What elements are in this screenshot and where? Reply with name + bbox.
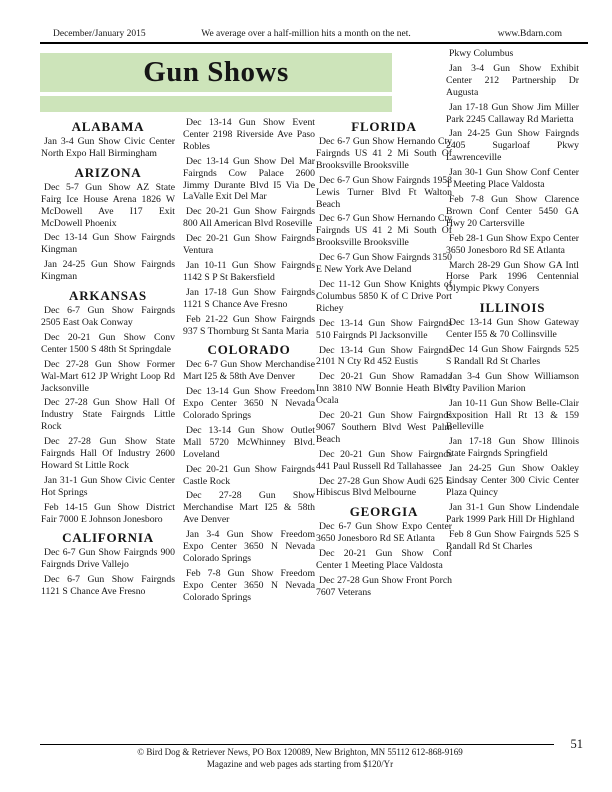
show-entry: Dec 14 Gun Show Fairgnds 525 S Randall Rd St Charles bbox=[446, 344, 579, 367]
show-entry: Dec 13-14 Gun Show Fairgnds Kingman bbox=[41, 232, 175, 256]
show-entry: Feb 8 Gun Show Fairgnds 525 S Randall Rd St Charles bbox=[446, 528, 579, 552]
state-heading: ILLINOIS bbox=[479, 300, 546, 316]
show-entry: Dec 6-7 Gun Show Fairgnds 2505 East Oak Conway bbox=[41, 305, 175, 328]
show-entry: Feb 21-22 Gun Show Fairgnds 937 S Thornburg St Santa Maria bbox=[183, 313, 315, 337]
state-heading: COLORADO bbox=[207, 342, 291, 358]
show-entry: Dec 20-21 Gun Show Fairgnds 9067 Southern Blvd West Palm Beach bbox=[316, 410, 452, 445]
show-entry: Dec 6-7 Gun Show Expo Center 3650 Jonesboro Rd SE Atlanta bbox=[316, 521, 452, 545]
footer-copyright: © Bird Dog & Retriever News, PO Box 120089, New Brighton, MN 55112 612-868-9169 bbox=[137, 747, 463, 757]
show-entry: Feb 7-8 Gun Show Clarence Brown Conf Center 5450 GA Hwy 20 Cartersville bbox=[446, 193, 579, 229]
page-number: 51 bbox=[570, 737, 583, 751]
column-4 bbox=[446, 48, 579, 556]
column-3 bbox=[316, 114, 452, 602]
footer-ads-line: Magazine and web pages ads starting from $120/Yr bbox=[206, 759, 394, 769]
show-entry: Jan 31-1 Gun Show Lindendale Park 1999 Park Hill Dr Highland bbox=[446, 501, 579, 525]
column-1 bbox=[41, 114, 175, 601]
show-entry: Jan 3-4 Gun Show Williamson Cty Pavilion Marion bbox=[446, 370, 579, 394]
show-entry: Dec 13-14 Gun Show Fairgnds 510 Fairgnds Pl Jacksonville bbox=[316, 317, 452, 341]
show-entry: Jan 3-4 Gun Show Exhibit Center 212 Partnership Dr Augusta bbox=[446, 62, 579, 98]
show-entry: Jan 17-18 Gun Show Fairgnds 1121 S Chance Ave Fresno bbox=[183, 286, 315, 310]
header-rule bbox=[40, 42, 588, 44]
show-entry: Dec 6-7 Gun Show Fairgnds 1958 Lewis Turner Blvd Ft Walton Beach bbox=[316, 174, 452, 210]
show-entry: March 28-29 Gun Show GA Intl Horse Park 1996 Centennial Olympic Pkwy Conyers bbox=[446, 259, 579, 295]
show-entry: Dec 27-28 Gun Show Merchandise Mart I25 & 58th Ave Denver bbox=[183, 490, 315, 526]
show-entry: Jan 3-4 Gun Show Freedom Expo Center 3650 N Nevada Colorado Springs bbox=[183, 529, 315, 564]
show-entry: Dec 13-14 Gun Show Outlet Mall 5720 McWhinney Blvd. Loveland bbox=[183, 424, 315, 460]
state-heading: FLORIDA bbox=[351, 119, 417, 134]
show-entry: Dec 6-7 Gun Show Fairgnds 3150 E New York Ave Deland bbox=[316, 252, 452, 276]
show-entry: Jan 24-25 Gun Show Fairgnds Kingman bbox=[41, 259, 175, 283]
footer-rule bbox=[40, 744, 554, 745]
show-entry: Jan 17-18 Gun Show Jim Miller Park 2245 Callaway Rd Marietta bbox=[446, 101, 579, 125]
show-entry: Dec 20-21 Gun Show Conf Center 1 Meeting Place Valdosta bbox=[316, 548, 452, 572]
show-entry: Dec 27-28 Gun Show Front Porch 7607 Veterans bbox=[316, 575, 452, 598]
banner-strip bbox=[40, 96, 392, 112]
show-entry: Dec 20-21 Gun Show Fairgnds Ventura bbox=[183, 233, 315, 257]
show-entry: Feb 7-8 Gun Show Freedom Expo Center 3650 N Nevada Colorado Springs bbox=[183, 567, 315, 603]
show-entry: Dec 20-21 Gun Show Ramada Inn 3810 NW Bonnie Heath Blvd Ocala bbox=[316, 371, 452, 407]
show-entry: Jan 24-25 Gun Show Oakley Lindsay Center 300 Civic Center Plaza Quincy bbox=[446, 463, 579, 498]
show-entry: Feb 14-15 Gun Show District Fair 7000 E Johnson Jonesboro bbox=[41, 501, 175, 525]
show-entry: Dec 20-21 Gun Show Fairgnds 800 All American Blvd Roseville bbox=[183, 206, 315, 230]
show-entry: Pkwy Columbus bbox=[449, 48, 514, 59]
column-2 bbox=[183, 117, 315, 607]
show-entry: Jan 24-25 Gun Show Fairgnds 2405 Sugarloaf Pkwy Lawrenceville bbox=[446, 128, 579, 164]
issue-date: December/January 2015 bbox=[53, 29, 146, 39]
show-entry: Dec 13-14 Gun Show Event Center 2198 Riverside Ave Paso Robles bbox=[183, 117, 315, 152]
state-heading: CALIFORNIA bbox=[62, 530, 154, 546]
show-entry: Dec 5-7 Gun Show AZ State Fairg Ice House Arena 1826 W McDowell Ave I17 Exit McDowell Phoenix bbox=[41, 181, 175, 229]
show-entry: Jan 17-18 Gun Show Illinois State Fairgnds Springfield bbox=[446, 436, 579, 460]
show-entry: Dec 27-28 Gun Show Hall Of Industry State Fairgnds Little Rock bbox=[41, 397, 175, 433]
show-entry: Feb 28-1 Gun Show Expo Center 3650 Jonesboro Rd SE Atlanta bbox=[446, 232, 579, 256]
show-entry: Dec 13-14 Gun Show Gateway Center I55 & 70 Collinsville bbox=[446, 317, 579, 341]
show-entry: Dec 13-14 Gun Show Del Mar Fairgnds Cow Palace 2600 Jimmy Durante Blvd I5 Via De LaValle Exit Del Mar bbox=[183, 155, 315, 203]
website-link: www.Bdarn.com bbox=[497, 29, 562, 39]
show-entry: Jan 31-1 Gun Show Civic Center Hot Springs bbox=[41, 474, 175, 498]
show-entry: Dec 13-14 Gun Show Fairgnds 2101 N Cty Rd 452 Eustis bbox=[316, 344, 452, 368]
show-entry: Jan 10-11 Gun Show Belle-Clair Exposition Hall Rt 13 & 159 Belleville bbox=[446, 397, 579, 433]
state-heading: GEORGIA bbox=[349, 504, 419, 520]
header-tagline: We average over a half-million hits a month on the net. bbox=[201, 29, 411, 39]
show-entry: Dec 20-21 Gun Show Conv Center 1500 S 48th St Springdale bbox=[41, 331, 175, 355]
state-heading: ALABAMA bbox=[71, 119, 145, 134]
title-banner bbox=[40, 53, 392, 92]
show-entry: Jan 10-11 Gun Show Fairgnds 1142 S P St Bakersfield bbox=[183, 259, 315, 283]
show-entry: Dec 6-7 Gun Show Merchandise Mart I25 & 58th Ave Denver bbox=[183, 359, 315, 383]
show-entry: Dec 13-14 Gun Show Freedom Expo Center 3650 N Nevada Colorado Springs bbox=[183, 386, 315, 422]
show-entry: Jan 3-4 Gun Show Civic Center North Expo Hall Birmingham bbox=[41, 136, 175, 159]
state-heading: ARKANSAS bbox=[69, 288, 147, 304]
show-entry: Dec 20-21 Gun Show Fairgnds 441 Paul Russell Rd Tallahassee bbox=[316, 448, 452, 472]
show-entry: Dec 27-28 Gun Show Former Wal-Mart 612 JP Wright Loop Rd Jacksonville bbox=[41, 358, 175, 394]
show-entry: Dec 11-12 Gun Show Knights of Columbus 5850 K of C Drive Port Richey bbox=[316, 278, 452, 314]
page-title: Gun Shows bbox=[143, 56, 289, 88]
show-entry: Dec 27-28 Gun Show Audi 625 E Hibiscus Blvd Melbourne bbox=[316, 475, 452, 499]
show-entry: Dec 6-7 Gun Show Hernando Cty Fairgnds US 41 2 Mi South Of Brooksville Brooksville bbox=[316, 213, 452, 249]
show-entry: Dec 6-7 Gun Show Fairgnds 900 Fairgnds Drive Vallejo bbox=[41, 547, 175, 571]
show-entry: Dec 20-21 Gun Show Fairgnds Castle Rock bbox=[183, 463, 315, 487]
show-entry: Dec 27-28 Gun Show State Fairgnds Hall Of Industry 2600 Howard St Little Rock bbox=[41, 436, 175, 471]
show-entry: Dec 6-7 Gun Show Hernando Cty Fairgnds US 41 2 Mi South Of Brooksville Brooksville bbox=[316, 136, 452, 171]
show-entry: Jan 30-1 Gun Show Conf Center 1 Meeting Place Valdosta bbox=[446, 167, 579, 191]
state-heading: ARIZONA bbox=[74, 164, 142, 180]
show-entry: Dec 6-7 Gun Show Fairgnds 1121 S Chance Ave Fresno bbox=[41, 574, 175, 598]
